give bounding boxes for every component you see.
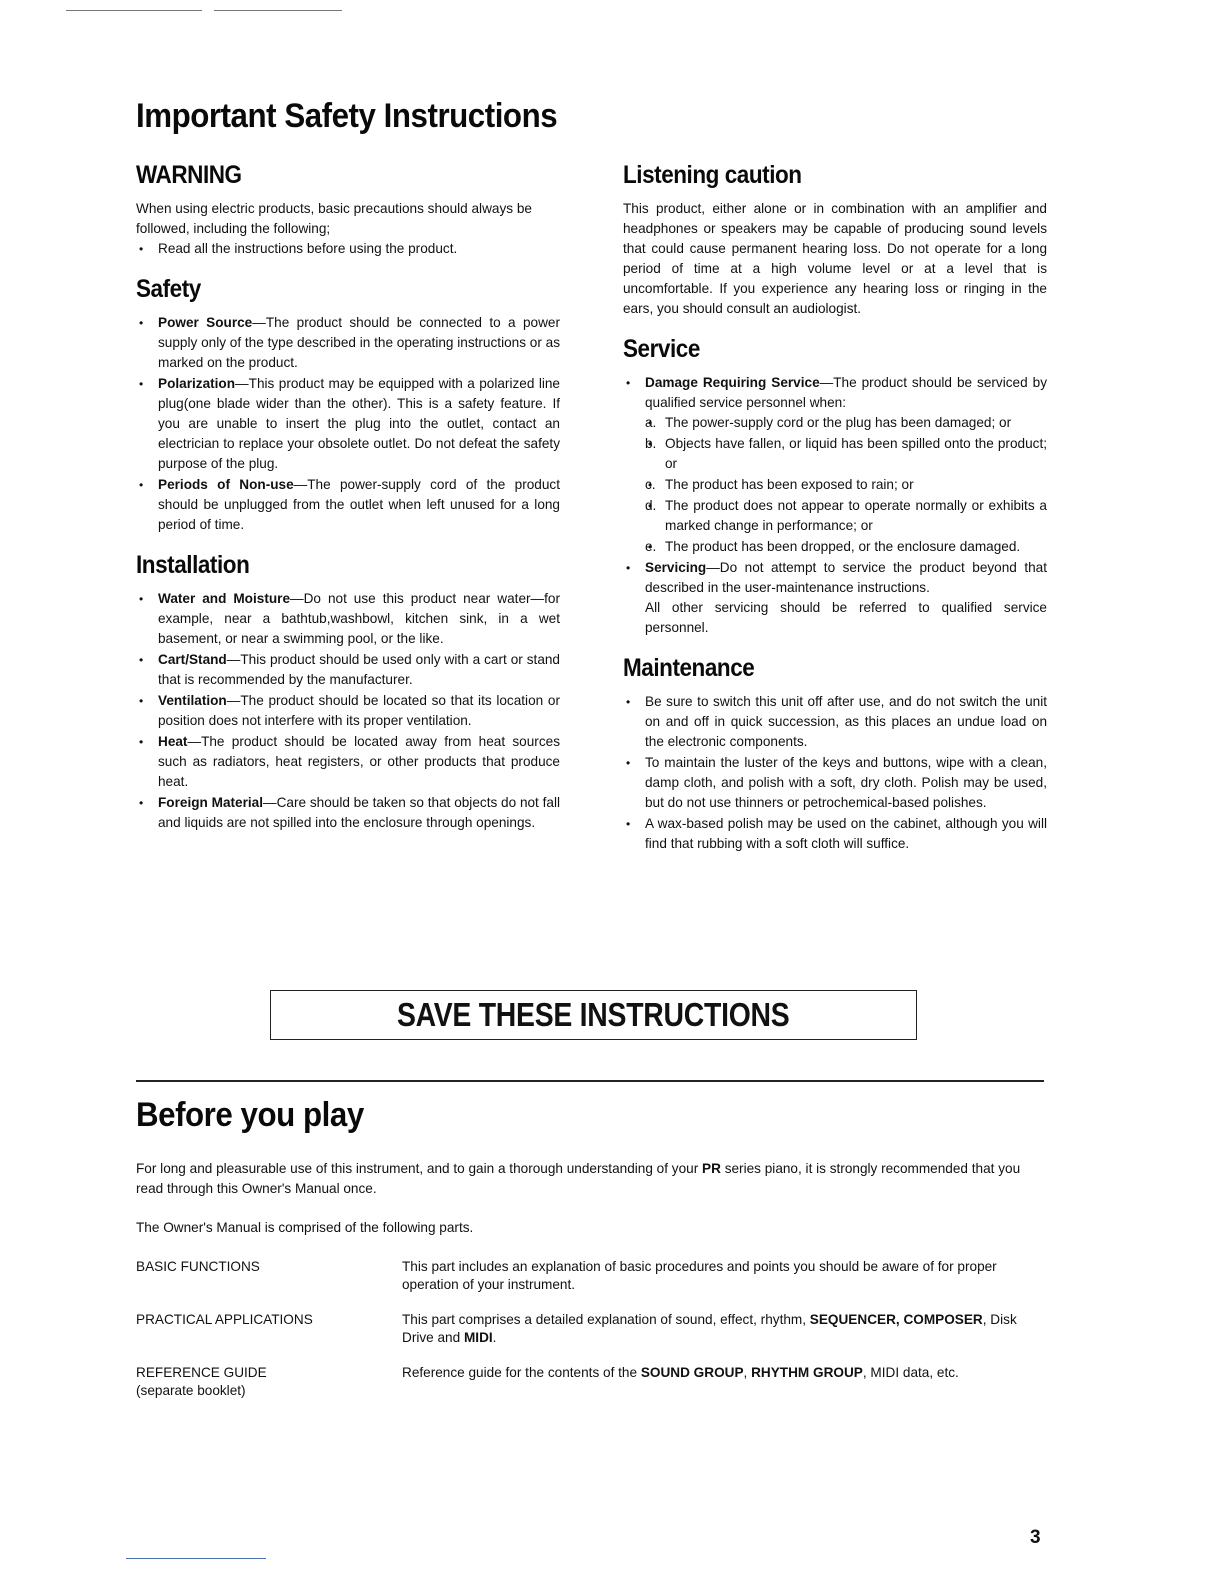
item-text: —Care should be taken so that objects do not fall and liquids are not spilled into the enclosure through openings. (158, 795, 560, 830)
warning-heading: WARNING (136, 161, 242, 189)
safety-heading: Safety (136, 275, 201, 303)
parts-table (136, 1258, 1044, 1417)
desc-bold: SOUND GROUP (640, 1365, 744, 1380)
part-row (136, 1364, 1044, 1400)
list-item (136, 691, 560, 731)
list-item (136, 313, 560, 373)
warning-list (136, 239, 560, 259)
service-cases (645, 413, 1047, 557)
parts-intro: The Owner's Manual is comprised of the following parts. (136, 1220, 474, 1235)
list-item: • A wax-based polish may be used on the cabinet, although you will find that rubbing with a soft cloth will suffice. (623, 814, 1047, 854)
case-text: The product has been exposed to rain; or (665, 477, 914, 492)
desc-text: , Disk Drive and (402, 1312, 1017, 1345)
item-term: Heat (158, 734, 188, 749)
case-item (645, 496, 1047, 536)
case-letter: • b. (645, 436, 657, 451)
desc-text: . (492, 1330, 497, 1345)
case-text: The power-supply cord or the plug has been damaged; or (665, 415, 1012, 430)
save-instructions-banner (270, 990, 917, 1040)
desc-bold: RHYTHM GROUP (751, 1365, 863, 1380)
before-intro (136, 1159, 1044, 1199)
maintenance-list (623, 692, 1047, 854)
listening-section (623, 161, 1047, 319)
desc-text: Reference guide for the contents of the (402, 1365, 641, 1380)
case-letter: • c. (645, 477, 656, 492)
desc-text: This part comprises a detailed explanation of sound, effect, rhythm, (402, 1312, 810, 1327)
page-title: Important Safety Instructions (136, 97, 558, 135)
part-description (402, 1364, 1044, 1400)
list-item (136, 475, 560, 535)
case-text: The product does not appear to operate normally or exhibits a marked change in performance; or (665, 498, 1047, 533)
intro-text: For long and pleasurable use of this instrument, and to gain a thorough understanding of your (136, 1161, 703, 1176)
list-item: • Read all the instructions before using the product. (136, 239, 560, 259)
service-list (623, 373, 1047, 638)
item-term: Polarization (158, 376, 236, 391)
part-name-main: REFERENCE GUIDE (136, 1365, 267, 1380)
warning-intro: When using electric products, basic precautions should always be followed, including the following; (136, 201, 532, 236)
item-text: —The product should be connected to a power supply only of the type described in the operating instructions or as marked on the product. (158, 315, 561, 370)
list-item (136, 374, 560, 474)
item-term: Water and Moisture (158, 591, 291, 606)
left-column (136, 161, 561, 853)
desc-bold: MIDI (463, 1330, 493, 1345)
warning-section (136, 161, 560, 259)
maintenance-heading: Maintenance (623, 654, 755, 682)
item-text: —Do not attempt to service the product beyond that described in the user-maintenance instructions. (645, 560, 1047, 595)
service-section (623, 335, 1047, 638)
item-text: —The product should be located away from heat sources such as radiators, heat registers, or other products that produce heat. (158, 734, 560, 789)
part-description: This part includes an explanation of basic procedures and points you should be aware of for proper operation of your instrument. (402, 1259, 997, 1292)
desc-bold: SEQUENCER, COMPOSER (809, 1312, 983, 1327)
page-number: 3 (1030, 1527, 1041, 1548)
section-divider (136, 1080, 1044, 1082)
case-text: Objects have fallen, or liquid has been spilled onto the product; or (665, 436, 1047, 471)
case-item (645, 413, 1047, 433)
item-text: —Do not use this product near water—for example, near a bathtub,washbowl, kitchen sink, in a wet basement, or near a swimming pool, or the like. (158, 591, 560, 646)
installation-heading: Installation (136, 551, 250, 579)
maintenance-section (623, 654, 1047, 854)
item-text: —The product should be located so that its location or position does not interfere with its proper ventilation. (158, 693, 560, 728)
list-item (623, 558, 1047, 638)
item-term: Foreign Material (158, 795, 263, 810)
case-text: The product has been dropped, or the enclosure damaged. (665, 539, 1021, 554)
bottom-rule (126, 1558, 266, 1559)
item-term: Ventilation (158, 693, 227, 708)
list-item (136, 650, 560, 690)
list-item (136, 732, 560, 792)
servicing-note: All other servicing should be referred to qualified service personnel. (645, 600, 1047, 635)
listening-heading: Listening caution (623, 161, 802, 189)
case-item (645, 475, 1047, 495)
listening-text: This product, either alone or in combination with an amplifier and headphones or speakers may be capable of producing sound levels that could cause permanent hearing loss. Do not operate for a long period of time at a high volume level or at a level that is uncomfortable. If you experience any hearing loss or ringing in the ears, you should consult an audiologist. (623, 201, 1047, 316)
intro-text: series piano, it is strongly recommended that you read through this Owner's Manual once. (136, 1161, 1021, 1196)
item-term: Damage Requiring Service (645, 375, 820, 390)
installation-section (136, 551, 560, 833)
item-text: —The power-supply cord of the product should be unplugged from the outlet when left unused for a long period of time. (158, 477, 560, 532)
top-rule (66, 10, 202, 11)
right-column (623, 161, 1047, 874)
safety-section (136, 275, 561, 535)
top-rule (214, 10, 342, 11)
case-letter: • d. (645, 498, 657, 513)
part-row (136, 1311, 1044, 1347)
case-letter: • e. (645, 539, 657, 554)
list-item (623, 373, 1047, 557)
list-item (136, 793, 560, 833)
item-term: Power Source (158, 315, 253, 330)
part-name: PRACTICAL APPLICATIONS (136, 1312, 313, 1327)
installation-list (136, 589, 560, 833)
item-term: Periods of Non-use (158, 477, 294, 492)
list-item: • To maintain the luster of the keys and buttons, wipe with a clean, damp cloth, and polish with a soft, dry cloth. Polish may be used, but do not use thinners or petrochemical-based polishes. (623, 753, 1047, 813)
list-item (136, 589, 560, 649)
case-item (645, 434, 1047, 474)
service-heading: Service (623, 335, 700, 363)
before-heading: Before you play (136, 1096, 364, 1134)
list-item: • Be sure to switch this unit off after use, and do not switch the unit on and off in quick succession, as this places an undue load on the electronic components. (623, 692, 1047, 752)
safety-list (136, 313, 560, 535)
intro-model: PR (702, 1161, 721, 1176)
item-text: —This product may be equipped with a polarized line plug(one blade wider than the other). This is a safety feature. If you are unable to insert the plug into the outlet, contact an electrician to replace your obsolete outlet. Do not defeat the safety purpose of the plug. (158, 376, 560, 471)
save-instructions-text: SAVE THESE INSTRUCTIONS (397, 996, 790, 1033)
item-text: —This product should be used only with a cart or stand that is recommended by the manufacturer. (158, 652, 560, 687)
desc-text: , (743, 1365, 752, 1380)
part-description (402, 1311, 1044, 1347)
case-letter: • a. (645, 415, 657, 430)
desc-text: , MIDI data, etc. (862, 1365, 959, 1380)
part-name-sub: (separate booklet) (136, 1383, 246, 1398)
part-name (136, 1364, 402, 1400)
item-term: Cart/Stand (158, 652, 227, 667)
item-term: Servicing (645, 560, 707, 575)
part-row (136, 1258, 1044, 1294)
case-item (645, 537, 1047, 557)
part-name: BASIC FUNCTIONS (136, 1259, 260, 1274)
item-text: —The product should be serviced by qualified service personnel when: (645, 375, 1047, 410)
